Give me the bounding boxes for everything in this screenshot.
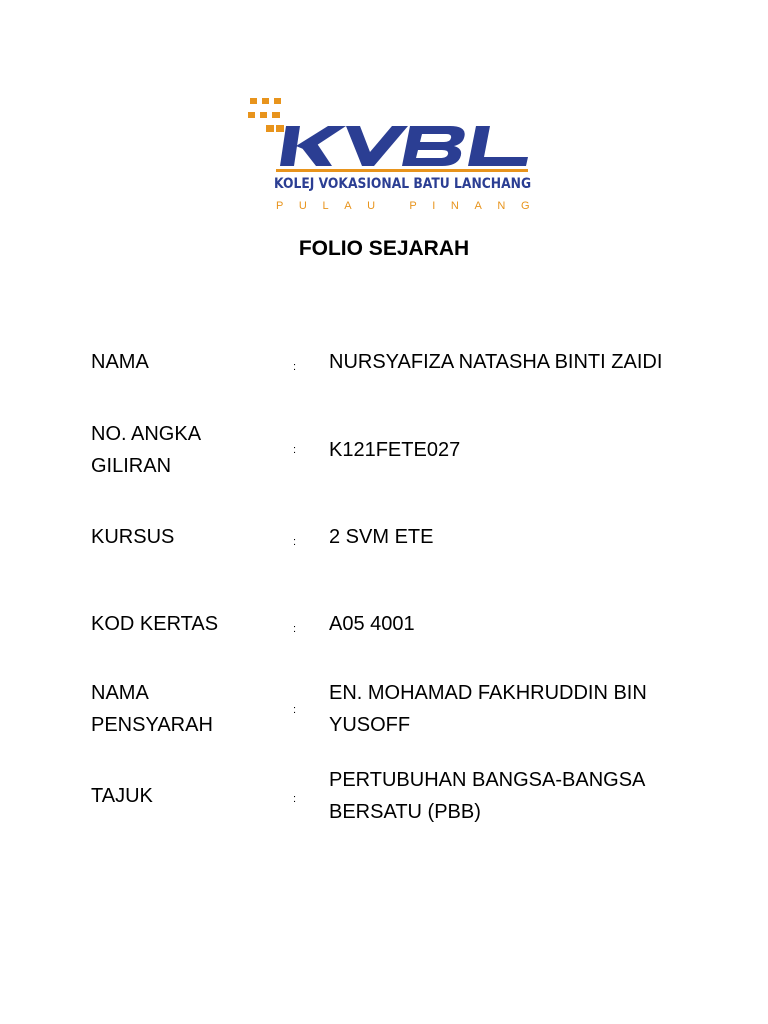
field-separator: : [293, 361, 297, 373]
field-value: NURSYAFIZA NATASHA BINTI ZAIDI [329, 351, 663, 373]
field-value: A05 4001 [329, 613, 415, 635]
field-separator: : [293, 704, 297, 716]
field-label: TAJUK [91, 785, 153, 807]
college-location: PULAU PINANG [276, 200, 546, 212]
field-separator: : [293, 536, 297, 548]
field-separator: : [293, 793, 297, 805]
field-value: 2 SVM ETE [329, 526, 434, 548]
field-value: EN. MOHAMAD FAKHRUDDIN BIN YUSOFF [329, 682, 647, 736]
field-value: PERTUBUHAN BANGSA-BANGSA BERSATU (PBB) [329, 769, 645, 823]
college-name: KOLEJ VOKASIONAL BATU LANCHANG [274, 176, 532, 192]
field-label: NAMA [91, 351, 149, 373]
field-label: KOD KERTAS [91, 613, 219, 635]
field-separator: : [293, 444, 297, 456]
field-label: KURSUS [91, 526, 175, 548]
page-title: FOLIO SEJARAH [298, 237, 470, 260]
field-label: NO. ANGKA GILIRAN [91, 423, 200, 477]
kvbl-logo [246, 96, 546, 216]
field-value: K121FETE027 [329, 439, 461, 461]
field-label: NAMA PENSYARAH [91, 682, 213, 736]
field-separator: : [293, 623, 297, 635]
kvbl-logo-mark [246, 96, 536, 176]
